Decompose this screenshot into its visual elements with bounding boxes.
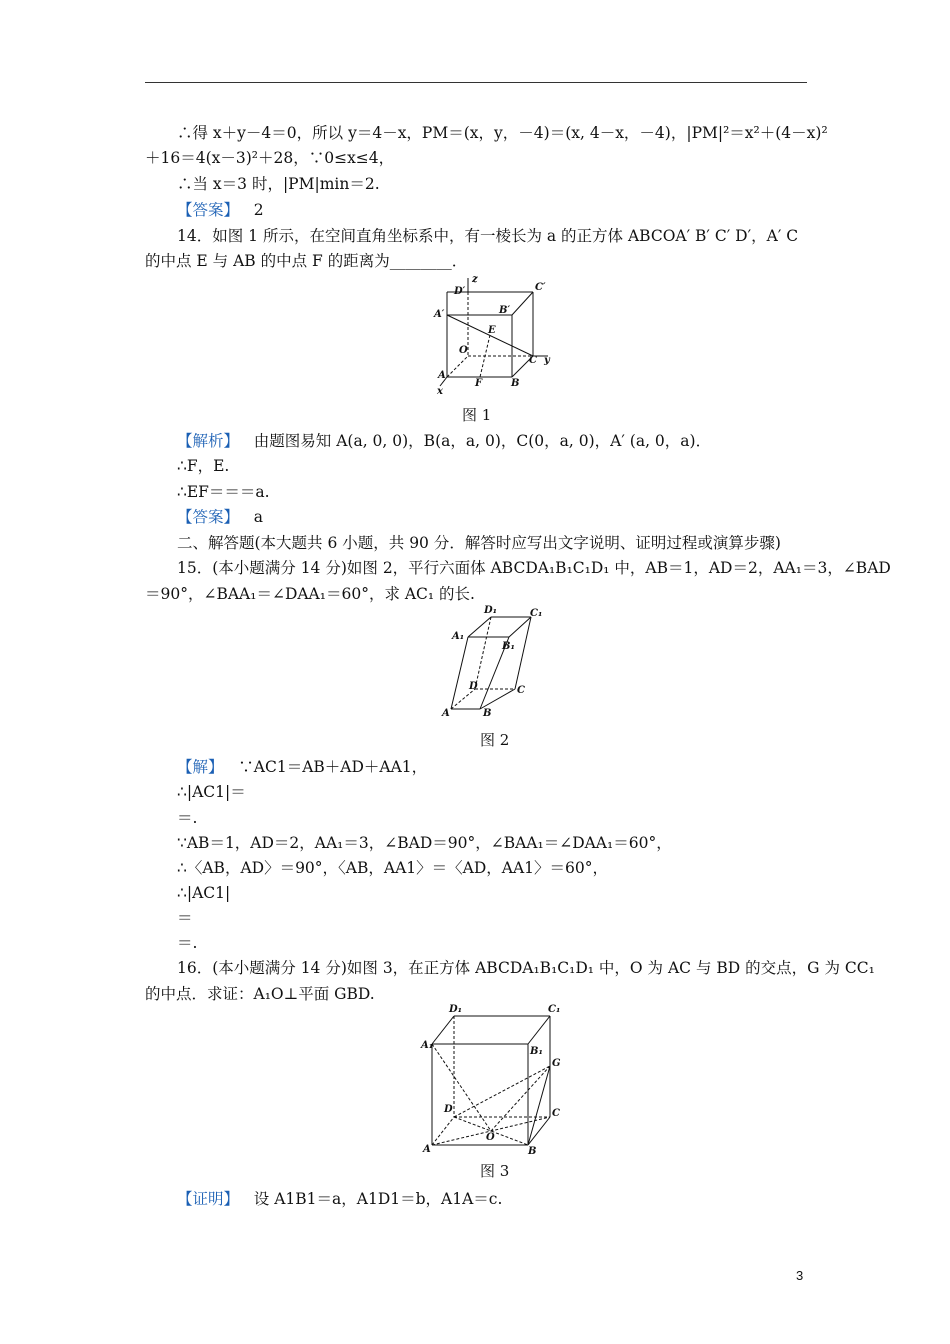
text-line: ＝. <box>177 934 198 952</box>
fig1-label-D1: D′ <box>454 286 466 297</box>
fig2-label-D: D <box>469 681 478 692</box>
fig1-label-E: E <box>488 325 496 336</box>
fig3-label-B1: B₁ <box>530 1046 543 1057</box>
text-line: 的中点 E 与 AB 的中点 F 的距离为________． <box>145 252 468 270</box>
fig3-label-A1: A₁ <box>421 1040 434 1051</box>
fig3-label-G: G <box>552 1058 561 1069</box>
figure-2-caption: 图 2 <box>480 731 510 749</box>
fig3-label-C1: C₁ <box>548 1004 561 1015</box>
text-line: ∴EF＝＝＝a. <box>177 483 270 501</box>
fig2-label-C1: C₁ <box>530 608 543 619</box>
fig3-label-O: O <box>486 1132 495 1143</box>
fig3-label-D1: D₁ <box>449 1004 463 1015</box>
page-number: 3 <box>796 1268 804 1283</box>
fig1-label-A1: A′ <box>434 309 445 320</box>
fig2-label-C: C <box>517 685 525 696</box>
text-line: ＋16＝4(x－3)²＋28，∵0≤x≤4， <box>145 149 395 167</box>
fig1-label-z: z <box>472 274 478 285</box>
proof-tag: 【证明】 <box>177 1190 240 1208</box>
analysis-text: 由题图易知 A(a, 0, 0)，B(a，a, 0)，C(0，a, 0)，A′ (a, 0，a)． <box>253 432 712 450</box>
problem-14: 14．如图 1 所示，在空间直角坐标系中，有一棱长为 a 的正方体 ABCOA′ B′ C′ D′，A′ C <box>177 227 799 245</box>
answer-line <box>177 507 263 527</box>
answer-line <box>177 200 264 220</box>
text-line: ＝ <box>177 909 193 927</box>
figure-1-cube <box>428 270 558 400</box>
analysis-tag: 【解析】 <box>177 432 240 450</box>
fig1-label-C1: C′ <box>535 282 546 293</box>
text-line: ∴得 x＋y－4＝0，所以 y＝4－x，PM＝(x，y，－4)＝(x, 4－x，－4)，|PM|²＝x²＋(4－x)² <box>177 124 828 142</box>
fig1-label-C: C <box>529 355 537 366</box>
fig1-label-B1: B′ <box>499 305 511 316</box>
text-line: ＝90°，∠BAA₁＝∠DAA₁＝60°，求 AC₁ 的长. <box>145 585 475 603</box>
fig2-label-A1: A₁ <box>452 631 465 642</box>
header-rule <box>145 82 807 83</box>
fig3-label-C: C <box>552 1108 560 1119</box>
fig2-label-B1: B₁ <box>502 641 515 652</box>
fig1-label-x: x <box>437 386 443 397</box>
section-heading: 二、解答题(本大题共 6 小题，共 90 分．解答时应写出文字说明、证明过程或演算步骤) <box>177 534 781 552</box>
analysis-line <box>177 431 711 451</box>
figure-2-parallelepiped <box>435 603 555 723</box>
fig2-label-B: B <box>483 708 492 719</box>
fig1-label-O: O <box>459 345 468 356</box>
fig1-label-F: F <box>475 378 483 389</box>
text-line: ∴〈AB，AD〉＝90°，〈AB，AA1〉＝〈AD，AA1〉＝60°， <box>177 859 608 877</box>
answer-value: a <box>253 508 264 526</box>
text-line: ∴F，E. <box>177 457 230 475</box>
fig3-label-A: A <box>423 1144 431 1155</box>
answer-tag: 【答案】 <box>177 201 240 219</box>
text-line: ∵AB＝1，AD＝2，AA₁＝3，∠BAD＝90°，∠BAA₁＝∠DAA₁＝60°， <box>177 834 672 852</box>
proof-line <box>177 1189 502 1209</box>
figure-3-cube <box>420 1002 570 1157</box>
text-line: 的中点．求证：A₁O⊥平面 GBD. <box>145 985 375 1003</box>
fig3-label-D: D <box>444 1104 453 1115</box>
solution-text: ∵AC1＝AB＋AD＋AA1， <box>238 758 428 776</box>
text-line: ∴当 x＝3 时，|PM|min＝2. <box>177 175 380 193</box>
fig1-label-B: B <box>511 378 520 389</box>
answer-tag: 【答案】 <box>177 508 240 526</box>
fig1-label-y: y <box>544 355 550 366</box>
fig2-label-A: A <box>442 708 450 719</box>
text-line: ∴|AC1| <box>177 884 231 902</box>
fig3-label-B: B <box>528 1146 537 1157</box>
text-line: ＝. <box>177 809 198 827</box>
solution-tag: 【解】 <box>177 758 224 776</box>
problem-16: 16．(本小题满分 14 分)如图 3，在正方体 ABCDA₁B₁C₁D₁ 中，O 为 AC 与 BD 的交点，G 为 CC₁ <box>177 959 875 977</box>
figure-1-caption: 图 1 <box>462 406 492 424</box>
problem-15: 15．(本小题满分 14 分)如图 2，平行六面体 ABCDA₁B₁C₁D₁ 中，AB＝1，AD＝2，AA₁＝3，∠BAD <box>177 559 891 577</box>
proof-text: 设 A1B1＝a，A1D1＝b，A1A＝c. <box>253 1190 503 1208</box>
figure-3-caption: 图 3 <box>480 1162 510 1180</box>
fig1-label-A: A <box>438 370 446 381</box>
fig2-label-D1: D₁ <box>484 605 498 616</box>
answer-value: 2 <box>253 201 264 219</box>
solution-line <box>177 757 427 777</box>
text-line: ∴|AC1|＝ <box>177 783 246 801</box>
